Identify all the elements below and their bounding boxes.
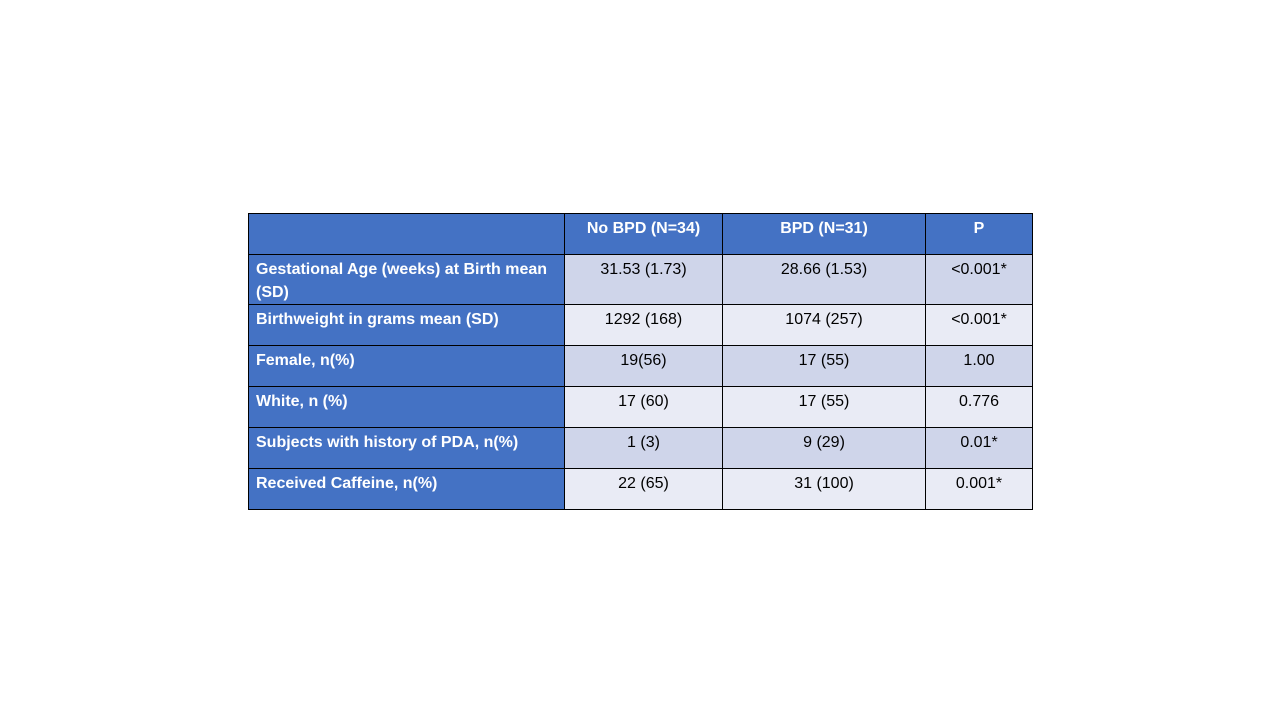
bpd-cell: 9 (29) [723,428,926,469]
table-row [249,346,1033,387]
p-value-cell: 0.001* [926,469,1033,510]
header-p-value: P [926,214,1033,255]
no-bpd-cell: 1 (3) [565,428,723,469]
p-value-cell: 0.776 [926,387,1033,428]
row-label: Received Caffeine, n(%) [249,469,565,510]
table-row [249,387,1033,428]
p-value-cell: <0.001* [926,255,1033,305]
no-bpd-cell: 31.53 (1.73) [565,255,723,305]
bpd-cell: 1074 (257) [723,305,926,346]
p-value-cell: <0.001* [926,305,1033,346]
bpd-cell: 17 (55) [723,387,926,428]
table-row [249,305,1033,346]
row-label: Female, n(%) [249,346,565,387]
bpd-cell: 31 (100) [723,469,926,510]
table-header-row [249,214,1033,255]
demographics-table [248,213,1033,510]
header-no-bpd: No BPD (N=34) [565,214,723,255]
row-label: Subjects with history of PDA, n(%) [249,428,565,469]
bpd-cell: 28.66 (1.53) [723,255,926,305]
no-bpd-cell: 17 (60) [565,387,723,428]
row-label: Gestational Age (weeks) at Birth mean (SD) [249,255,565,305]
table-row [249,469,1033,510]
table-row [249,255,1033,305]
header-blank-cell [249,214,565,255]
header-bpd: BPD (N=31) [723,214,926,255]
no-bpd-cell: 19(56) [565,346,723,387]
p-value-cell: 0.01* [926,428,1033,469]
bpd-cell: 17 (55) [723,346,926,387]
row-label: Birthweight in grams mean (SD) [249,305,565,346]
p-value-cell: 1.00 [926,346,1033,387]
no-bpd-cell: 1292 (168) [565,305,723,346]
no-bpd-cell: 22 (65) [565,469,723,510]
table-row [249,428,1033,469]
row-label: White, n (%) [249,387,565,428]
